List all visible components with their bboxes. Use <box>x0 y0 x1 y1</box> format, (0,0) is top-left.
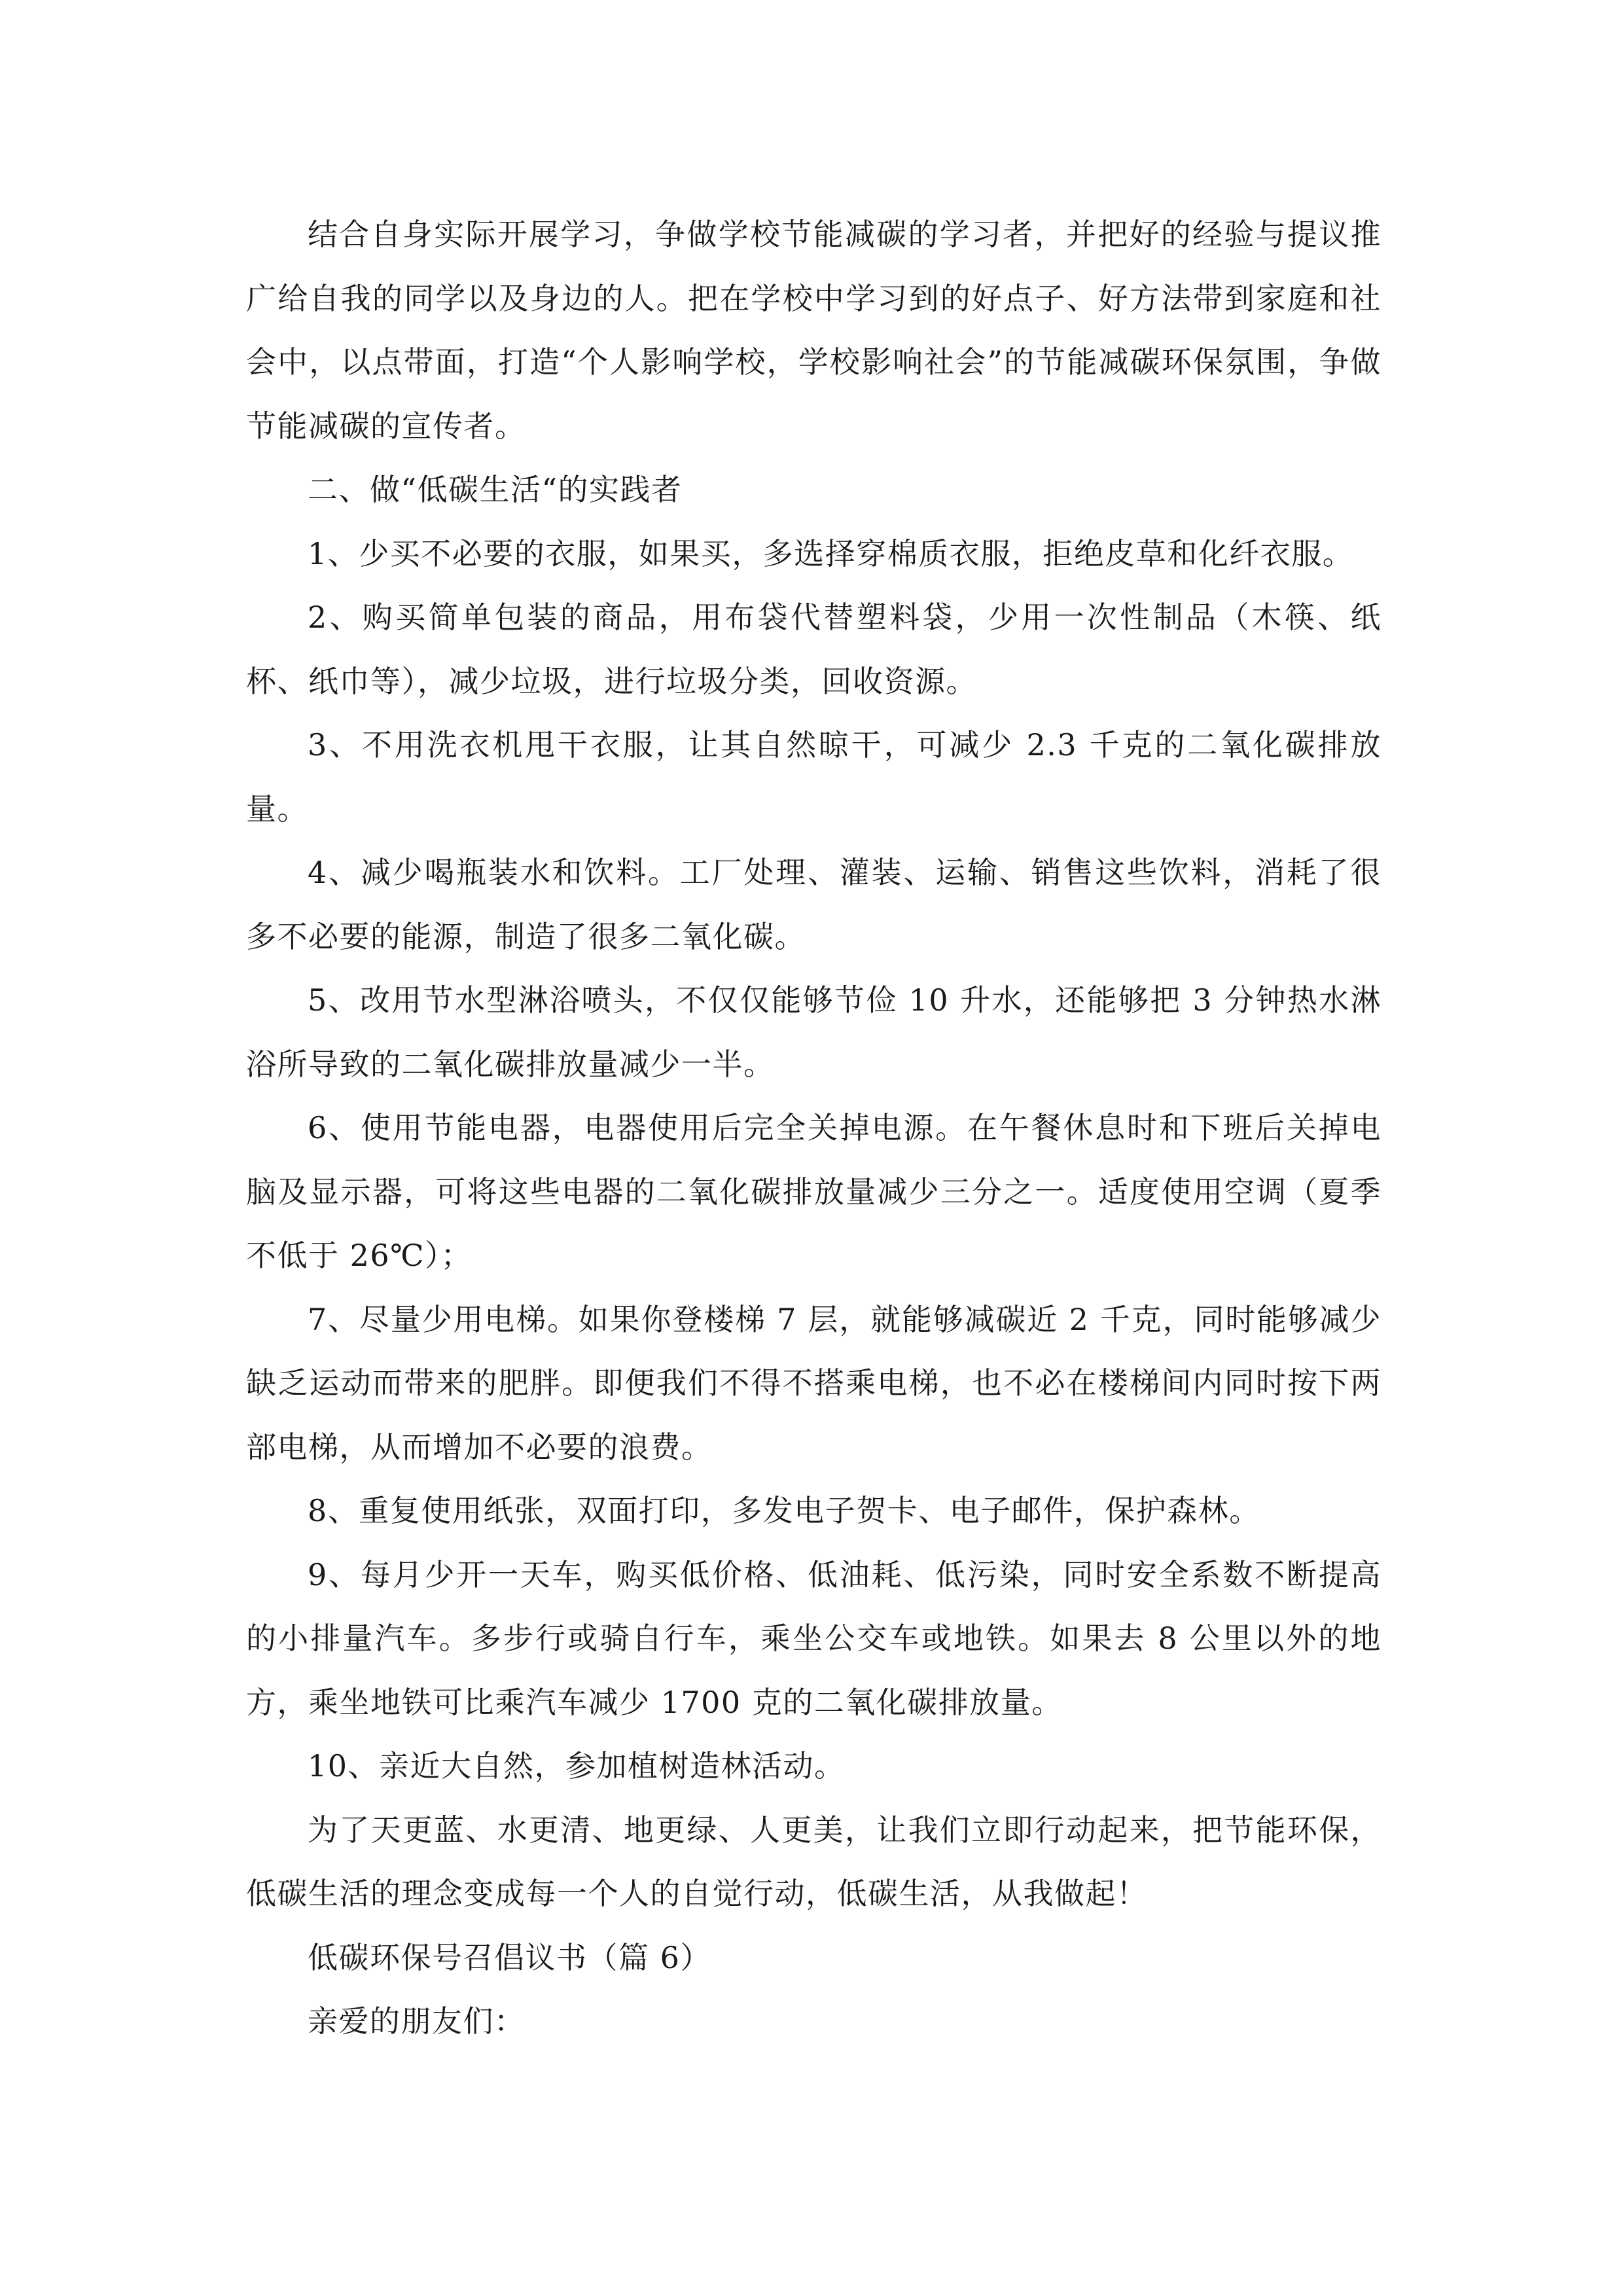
paragraph-promotion: 结合自身实际开展学习，争做学校节能减碳的学习者，并把好的经验与提议推广给自我的同学以及身边的人。把在学校中学习到的好点子、好方法带到家庭和社会中，以点带面，打造“个人影响学校，学校影响社会”的节能减碳环保氛围，争做节能减碳的宣传者。 <box>246 217 1382 444</box>
list-item-8: 8、重复使用纸张，双面打印，多发电子贺卡、电子邮件，保护森林。 <box>308 1493 1260 1528</box>
list-item-2: 2、购买简单包装的商品，用布袋代替塑料袋，少用一次性制品（木筷、纸杯、纸巾等），减少垃圾，进行垃圾分类，回收资源。 <box>246 600 1382 699</box>
document-body <box>246 203 1382 2054</box>
list-item-9: 9、每月少开一天车，购买低价格、低油耗、低污染，同时安全系数不断提高的小排量汽车。多步行或骑自行车，乘坐公交车或地铁。如果去 8 公里以外的地方，乘坐地铁可比乘汽车减少 1700 克的二氧化碳排放量。 <box>246 1556 1382 1720</box>
list-item-10: 10、亲近大自然，参加植树造林活动。 <box>308 1748 846 1784</box>
salutation: 亲爱的朋友们： <box>308 2003 526 2039</box>
list-item-3: 3、不用洗衣机甩干衣服，让其自然晾干，可减少 2.3 千克的二氧化碳排放量。 <box>246 727 1382 827</box>
list-item-6: 6、使用节能电器，电器使用后完全关掉电源。在午餐休息时和下班后关掉电脑及显示器，可将这些电器的二氧化碳排放量减少三分之一。适度使用空调（夏季不低于 26℃）； <box>246 1110 1382 1273</box>
list-item-4: 4、减少喝瓶装水和饮料。工厂处理、灌装、运输、销售这些饮料，消耗了很多不必要的能源，制造了很多二氧化碳。 <box>246 855 1382 954</box>
section-heading-practice: 二、做“低碳生活“的实践者 <box>308 472 683 507</box>
list-item-5: 5、改用节水型淋浴喷头，不仅仅能够节俭 10 升水，还能够把 3 分钟热水淋浴所导致的二氧化碳排放量减少一半。 <box>246 982 1382 1082</box>
list-item-7: 7、尽量少用电梯。如果你登楼梯 7 层，就能够减碳近 2 千克，同时能够减少缺乏运动而带来的肥胖。即便我们不得不搭乘电梯，也不必在楼梯间内同时按下两部电梯，从而增加不必要的浪费。 <box>246 1301 1382 1465</box>
next-article-title: 低碳环保号召倡议书（篇 6） <box>308 1939 711 1975</box>
list-item-1: 1、少买不必要的衣服，如果买，多选择穿棉质衣服，拒绝皮草和化纤衣服。 <box>308 535 1354 571</box>
paragraph-closing-call: 为了天更蓝、水更清、地更绿、人更美，让我们立即行动起来，把节能环保，低碳生活的理念变成每一个人的自觉行动，低碳生活，从我做起！ <box>246 1812 1382 1911</box>
